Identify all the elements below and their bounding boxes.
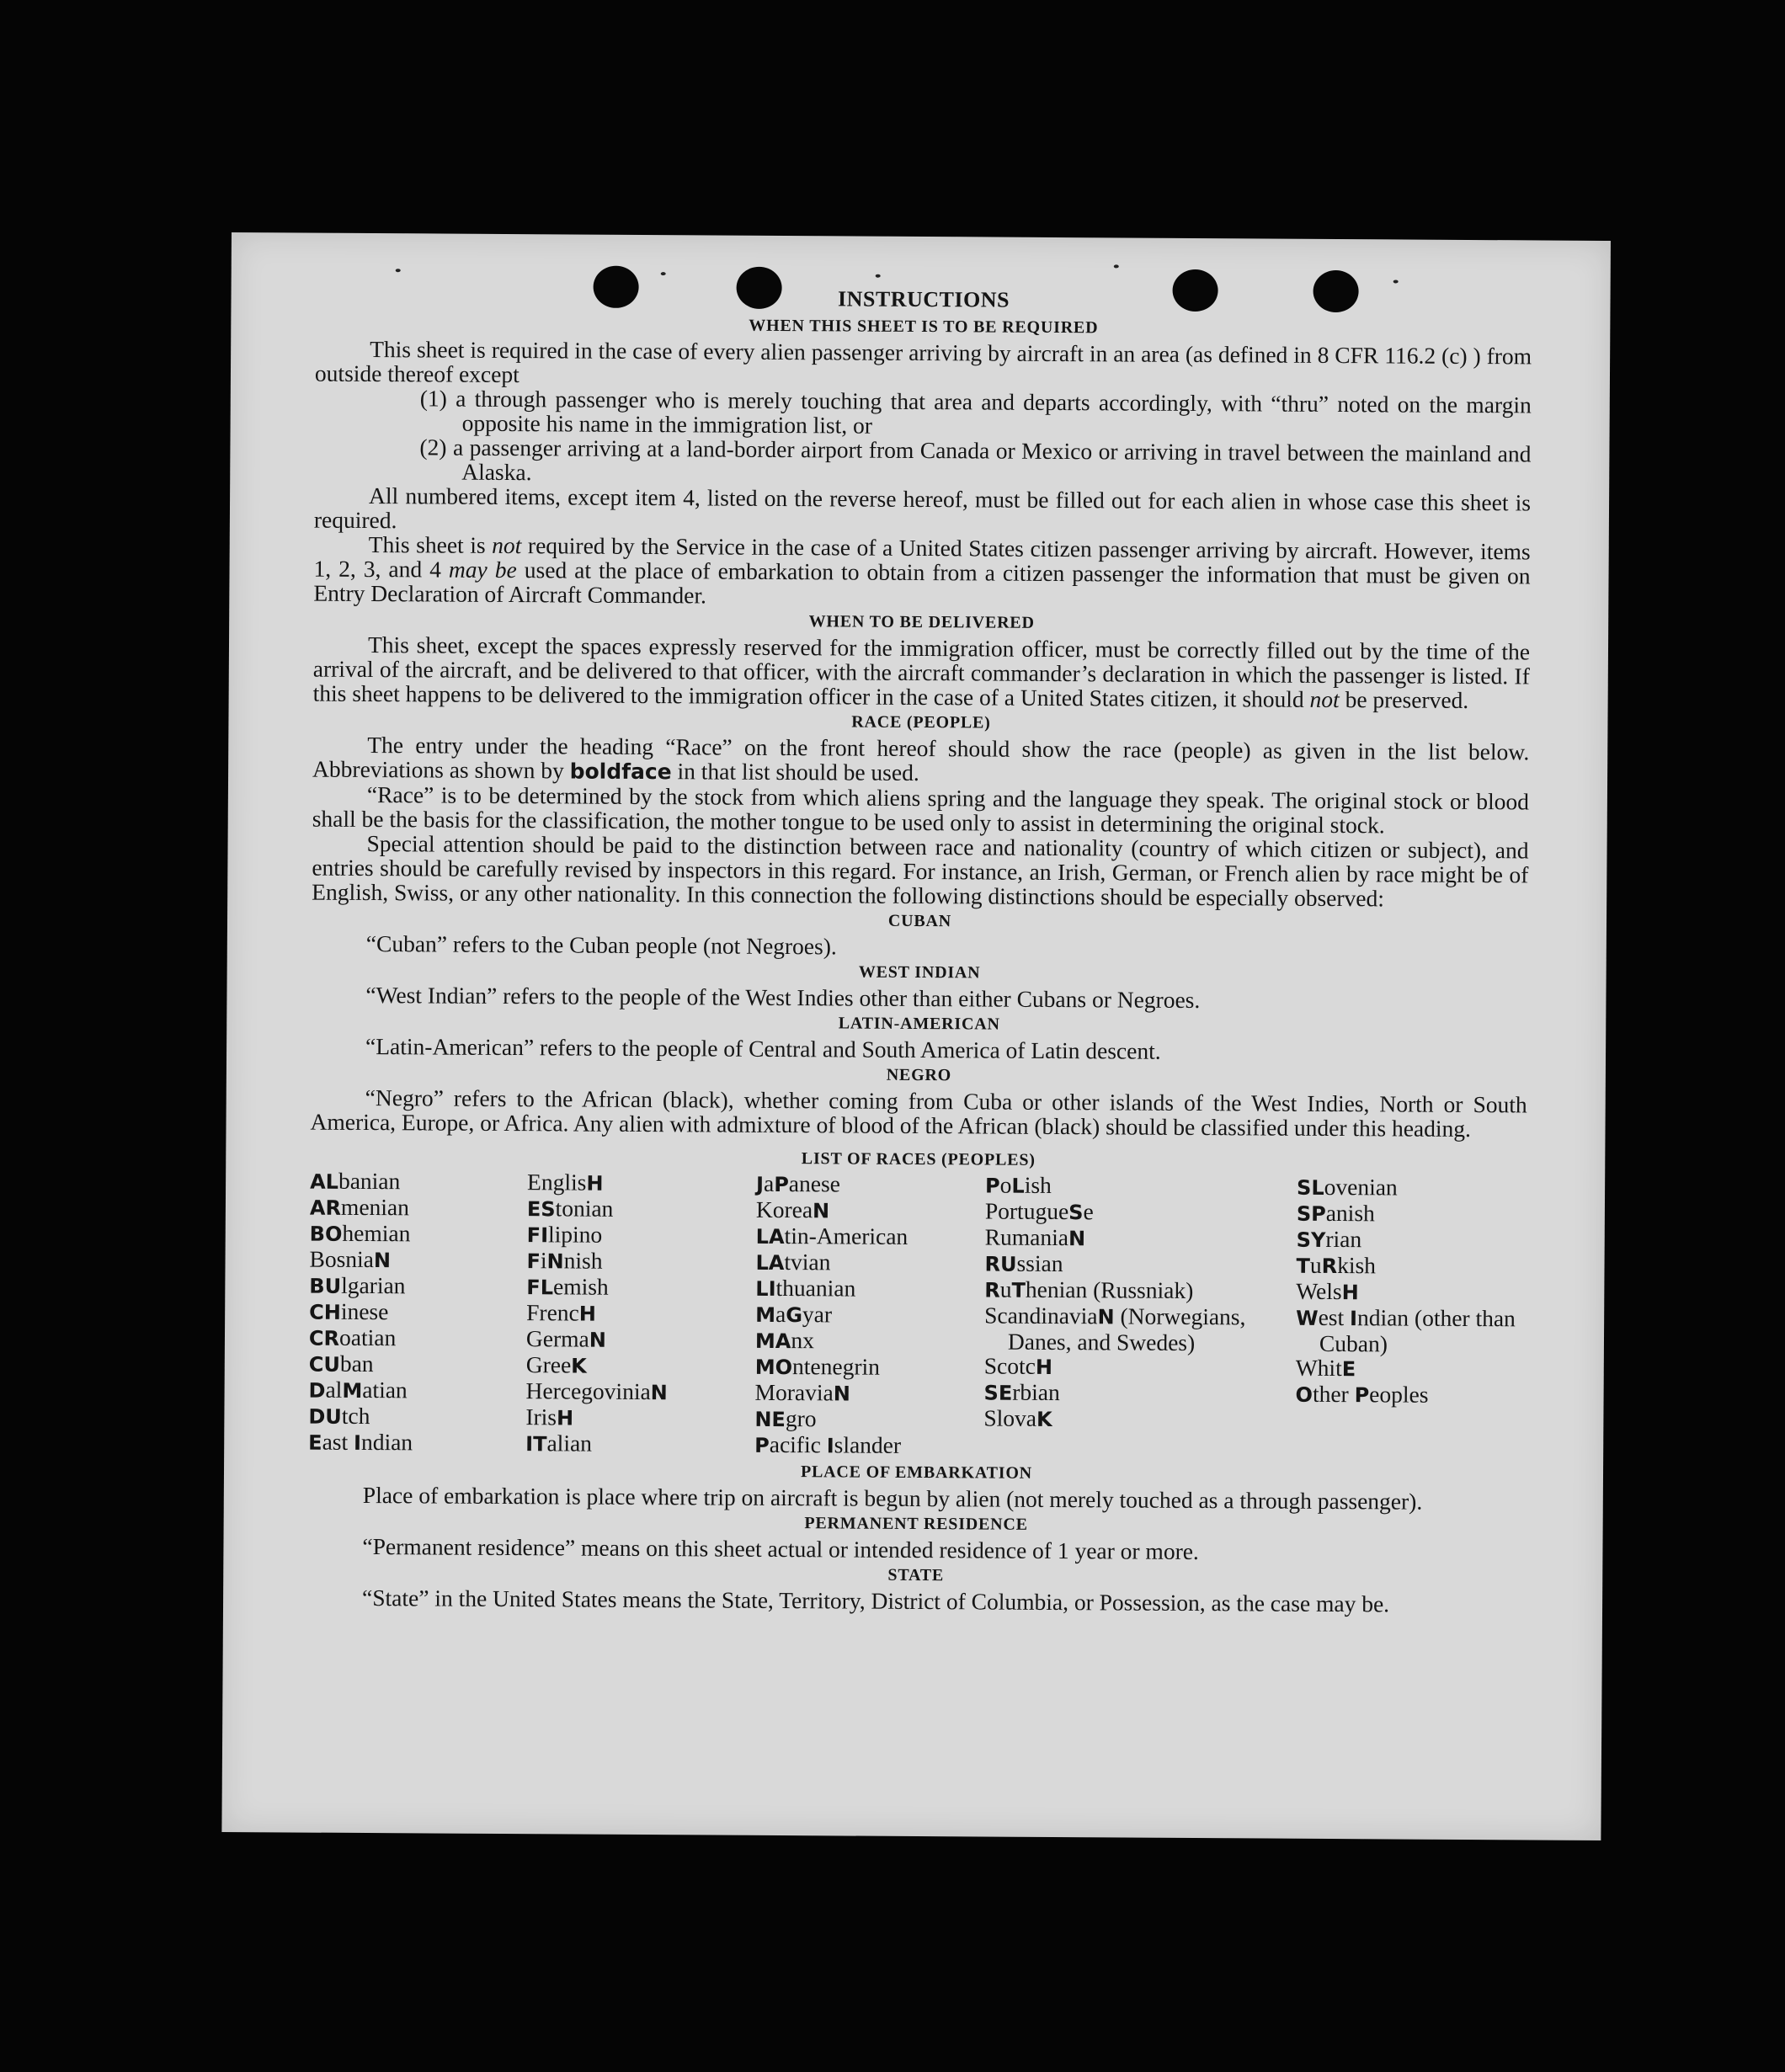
- heading-when-required: WHEN THIS SHEET IS TO BE REQUIRED: [749, 316, 1099, 338]
- race-entry: BosniaN: [309, 1245, 392, 1273]
- race-entry: RUssian: [984, 1249, 1063, 1277]
- race-entry: KoreaN: [755, 1196, 830, 1223]
- races-column: [983, 1172, 1297, 1461]
- embarkation-text: Place of embarkation is place where trip on aircraft is begun by alien (not merely touched as a through passenger).: [362, 1481, 1423, 1515]
- heading-west-indian: WEST INDIAN: [858, 962, 981, 983]
- races-list: [308, 1169, 1527, 1463]
- race-entry: WhitE: [1295, 1354, 1356, 1382]
- when-delivered-text: This sheet, except the spaces expressly reserved for the immigration officer, must be correctly filled out by the time of the arrival of the aircraft, and be delivered to that officer, with the aircraft commander’s declaration in which the passenger is listed. If this sheet happens to be delivered to the immigration officer in the case of a United States citizen, it should not be preserved.: [312, 631, 1531, 713]
- heading-cuban: CUBAN: [887, 911, 952, 931]
- race-entry: DUtch: [308, 1402, 370, 1430]
- race-entry: EnglisH: [527, 1169, 604, 1196]
- race-entry: FLemish: [526, 1273, 609, 1300]
- heading-latin-american: LATIN-AMERICAN: [838, 1014, 1000, 1034]
- race-entry: ARmenian: [309, 1193, 410, 1221]
- race-entry: RumaniaN: [984, 1223, 1086, 1251]
- races-column: [754, 1171, 985, 1460]
- race-entry: LIthuanian: [755, 1274, 856, 1302]
- race-entry: SLovenian: [1297, 1173, 1398, 1201]
- race-entry: BOhemian: [309, 1219, 411, 1247]
- race-entry: PoLish: [985, 1171, 1052, 1198]
- race-entry: LAtin-American: [755, 1222, 908, 1249]
- race-paragraph-2: “Race” is to be determined by the stock from which aliens spring and the language they speak. The original stock or blood shall be the basis for the classification, the mother tongue to be used only to assist in determining the original stock.: [312, 780, 1529, 839]
- race-entry: SErbian: [983, 1378, 1060, 1406]
- race-entry: GreeK: [525, 1351, 587, 1378]
- speck: [661, 272, 666, 275]
- race-entry: Pacific Islander: [754, 1430, 902, 1458]
- speck: [876, 274, 881, 278]
- west-indian-text: “West Indian” refers to the people of the West Indies other than either Cubans or Negroes.: [365, 981, 1201, 1014]
- instruction-sheet: [221, 232, 1611, 1840]
- race-entry: SPanish: [1296, 1199, 1375, 1227]
- race-entry: CHinese: [309, 1297, 389, 1325]
- race-entry: MAnx: [754, 1327, 815, 1354]
- heading-list-of-races: LIST OF RACES (PEOPLES): [801, 1149, 1036, 1169]
- race-entry: ScotcH: [983, 1352, 1053, 1379]
- permanent-residence-text: “Permanent residence” means on this sheet actual or intended residence of 1 year or more.: [362, 1532, 1199, 1565]
- race-entry: RuThenian (Russniak): [984, 1276, 1194, 1304]
- race-entry: FiNnish: [526, 1247, 603, 1274]
- race-entry: DalMatian: [308, 1376, 408, 1404]
- race-entry: EStonian: [526, 1195, 614, 1222]
- race-entry: ITalian: [525, 1430, 593, 1457]
- races-column: [308, 1169, 527, 1457]
- race-entry: MoraviaN: [754, 1378, 850, 1406]
- instructions-content: [307, 284, 1532, 1617]
- latin-american-text: “Latin-American” refers to the people of Central and South America of Latin descent.: [365, 1032, 1161, 1064]
- heading-permanent-residence: PERMANENT RESIDENCE: [804, 1514, 1028, 1534]
- race-entry: FrencH: [526, 1299, 596, 1326]
- race-entry: West Indian (other than Cuban): [1296, 1303, 1516, 1357]
- heading-embarkation: PLACE OF EMBARKATION: [800, 1462, 1033, 1483]
- race-entry: SYrian: [1296, 1225, 1362, 1253]
- when-required-intro: This sheet is required in the case of every alien passenger arriving by aircraft in an area (as defined in 8 CFR 116.2 (c) ) from outside thereof except: [314, 336, 1532, 388]
- race-entry: GermaN: [525, 1325, 606, 1352]
- race-entry: WelsH: [1296, 1277, 1359, 1305]
- race-entry: BUlgarian: [309, 1271, 406, 1299]
- race-paragraph-1: The entry under the heading “Race” on the front hereof should show the race (people) as given in the list below. Abbreviations as shown by boldface in that list should be used.: [312, 731, 1530, 786]
- race-entry: HercegoviniaN: [525, 1377, 668, 1405]
- races-column: [525, 1169, 756, 1458]
- race-entry: TuRkish: [1296, 1251, 1377, 1279]
- heading-negro: NEGRO: [886, 1065, 952, 1085]
- races-column: [1295, 1174, 1527, 1463]
- page-title: INSTRUCTIONS: [837, 286, 1010, 312]
- race-entry: ScandinaviaN (Norwegians, Danes, and Swedes): [984, 1302, 1246, 1356]
- exception-item-1: (1) a through passenger who is merely touching that area and departs accordingly, with “thru” noted on the margin opposite his name in the immigration list, or: [419, 385, 1532, 439]
- race-entry: CUban: [308, 1350, 374, 1377]
- race-entry: PortugueSe: [984, 1197, 1094, 1225]
- race-entry: CRoatian: [308, 1324, 397, 1351]
- race-entry: LAtvian: [755, 1249, 831, 1276]
- speck: [1393, 280, 1399, 283]
- numbered-items-paragraph: All numbered items, except item 4, listed on the reverse hereof, must be filled out for each alien in whose case this sheet is required.: [313, 482, 1532, 534]
- race-entry: East Indian: [308, 1428, 413, 1456]
- state-text: “State” in the United States means the State, Territory, District of Columbia, or Possession, as the case may be.: [362, 1584, 1390, 1617]
- race-entry: MaGyar: [755, 1300, 833, 1328]
- race-paragraph-3: Special attention should be paid to the distinction between race and nationality (country of which citizen or subject), and entries should be carefully revised by inspectors in this regard. For instance, an Irish, German, or French alien by race might be of English, Swiss, or any other nationality. In this connection the following distinctions should be especially observed:: [312, 829, 1529, 912]
- race-entry: SlovaK: [983, 1404, 1052, 1431]
- speck: [396, 269, 401, 272]
- race-entry: Other Peoples: [1295, 1380, 1429, 1408]
- exception-item-2: (2) a passenger arriving at a land-border airport from Canada or Mexico or arriving in travel between the mainland and Alaska.: [419, 434, 1532, 486]
- race-entry: ALbanian: [310, 1167, 401, 1195]
- citizen-paragraph: This sheet is not required by the Service in the case of a United States citizen passenger arriving by aircraft. However, items 1, 2, 3, and 4 may be used at the place of embarkation to obtain from a citizen passenger the information that must be given on Entry Declaration of Aircraft Commander.: [313, 531, 1531, 609]
- cuban-text: “Cuban” refers to the Cuban people (not Negroes).: [365, 929, 837, 960]
- heading-state: STATE: [887, 1565, 945, 1585]
- heading-when-delivered: WHEN TO BE DELIVERED: [808, 612, 1035, 632]
- speck: [1114, 264, 1119, 268]
- race-entry: IrisH: [525, 1404, 574, 1430]
- race-entry: MOntenegrin: [754, 1353, 881, 1380]
- negro-text: “Negro” refers to the African (black), whether coming from Cuba or other islands of the West Indies, North or South America, Europe, or Africa. Any alien with admixture of blood of the African (black) should be classified under this heading.: [310, 1084, 1527, 1143]
- race-entry: FIlipino: [526, 1221, 603, 1248]
- race-entry: NEgro: [754, 1405, 817, 1432]
- race-entry: JaPanese: [756, 1169, 841, 1197]
- heading-race: RACE (PEOPLE): [851, 712, 991, 732]
